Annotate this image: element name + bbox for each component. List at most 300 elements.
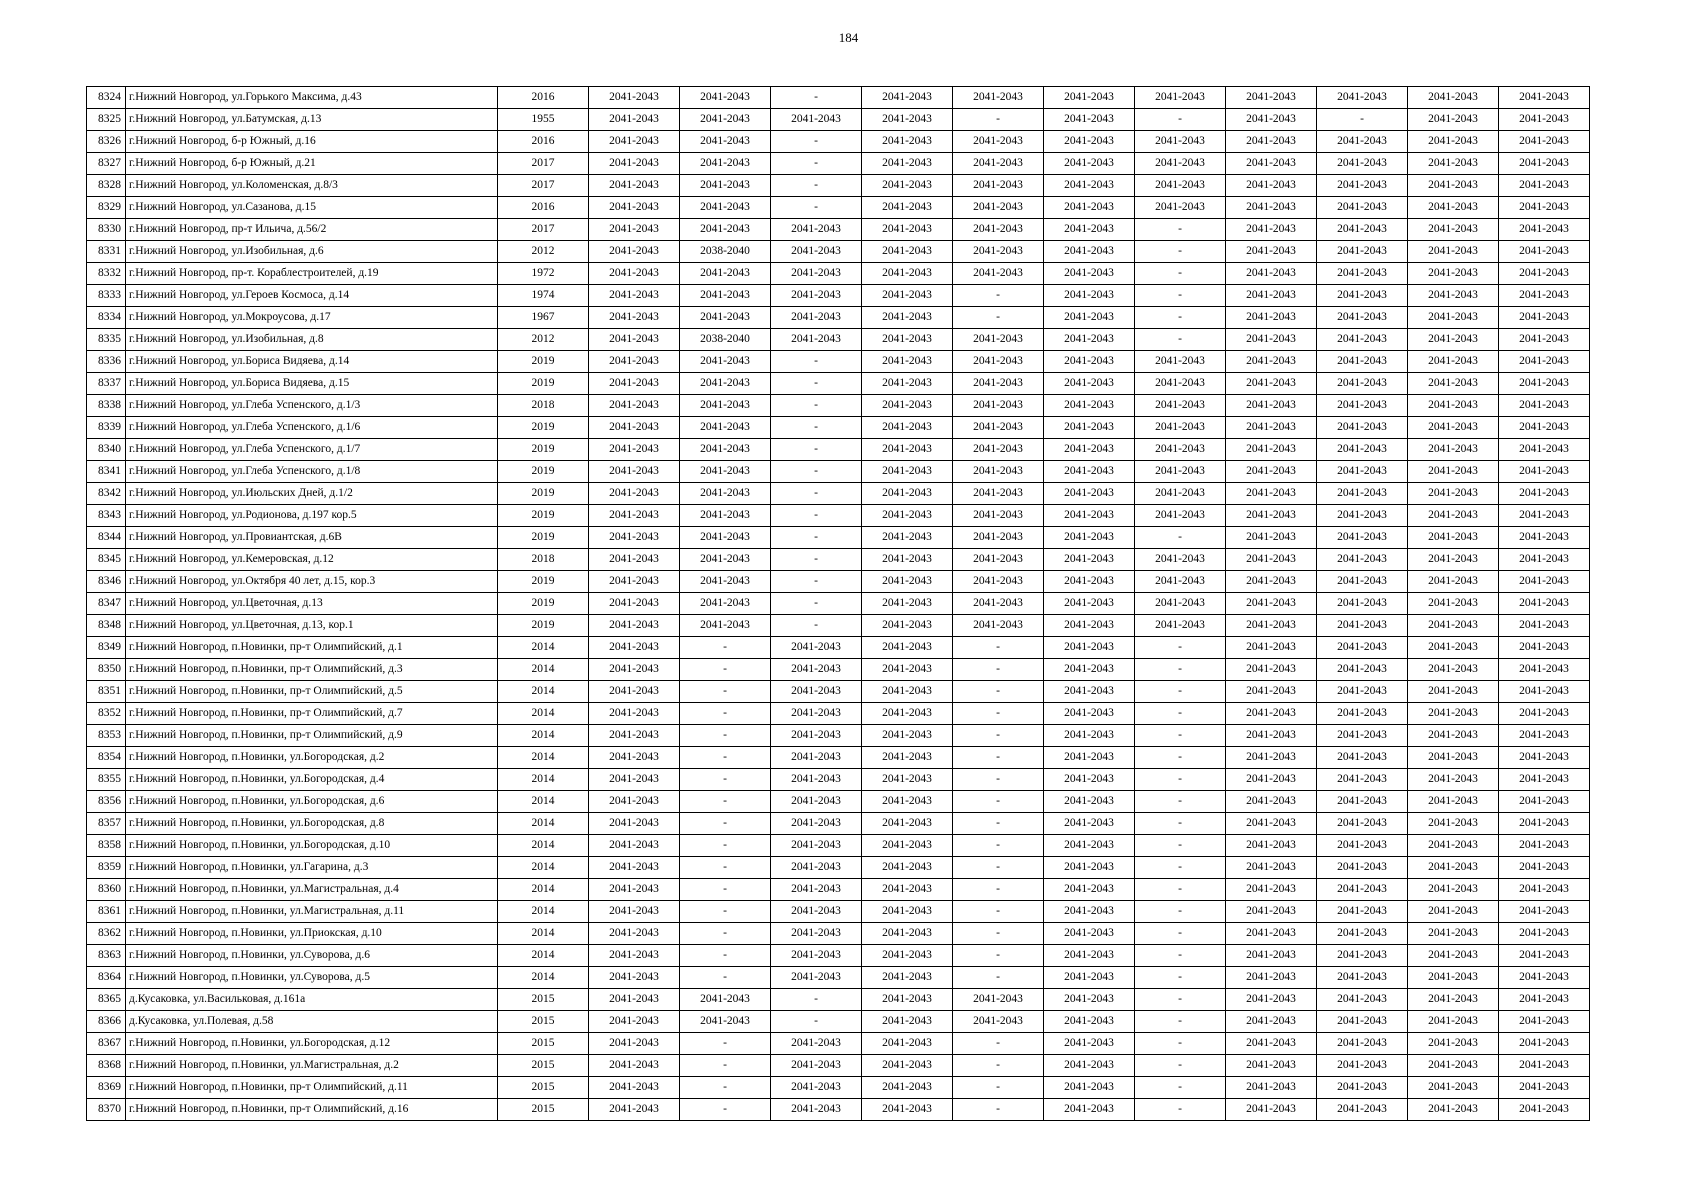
- period-6-cell: 2041-2043: [1044, 241, 1135, 263]
- period-2-cell: 2041-2043: [680, 1011, 771, 1033]
- period-11-cell: 2041-2043: [1499, 593, 1590, 615]
- period-5-cell: -: [953, 307, 1044, 329]
- period-8-cell: 2041-2043: [1226, 659, 1317, 681]
- period-8-cell: 2041-2043: [1226, 505, 1317, 527]
- period-3-cell: -: [771, 505, 862, 527]
- period-9-cell: 2041-2043: [1317, 703, 1408, 725]
- period-6-cell: 2041-2043: [1044, 109, 1135, 131]
- period-9-cell: 2041-2043: [1317, 879, 1408, 901]
- period-9-cell: 2041-2043: [1317, 285, 1408, 307]
- period-5-cell: 2041-2043: [953, 571, 1044, 593]
- period-8-cell: 2041-2043: [1226, 571, 1317, 593]
- period-8-cell: 2041-2043: [1226, 351, 1317, 373]
- period-7-cell: -: [1135, 1099, 1226, 1121]
- row-number-cell: 8355: [87, 769, 126, 791]
- address-cell: г.Нижний Новгород, п.Новинки, ул.Богородская, д.12: [126, 1033, 498, 1055]
- period-5-cell: 2041-2043: [953, 615, 1044, 637]
- period-6-cell: 2041-2043: [1044, 967, 1135, 989]
- period-3-cell: 2041-2043: [771, 879, 862, 901]
- row-number-cell: 8342: [87, 483, 126, 505]
- table-row: [87, 615, 1590, 637]
- period-3-cell: 2041-2043: [771, 747, 862, 769]
- period-2-cell: -: [680, 1033, 771, 1055]
- period-5-cell: 2041-2043: [953, 989, 1044, 1011]
- period-7-cell: -: [1135, 879, 1226, 901]
- period-11-cell: 2041-2043: [1499, 747, 1590, 769]
- period-9-cell: 2041-2043: [1317, 395, 1408, 417]
- period-6-cell: 2041-2043: [1044, 373, 1135, 395]
- row-number-cell: 8359: [87, 857, 126, 879]
- year-built-cell: 2014: [498, 967, 589, 989]
- period-7-cell: 2041-2043: [1135, 461, 1226, 483]
- period-7-cell: 2041-2043: [1135, 197, 1226, 219]
- period-7-cell: -: [1135, 813, 1226, 835]
- period-4-cell: 2041-2043: [862, 945, 953, 967]
- period-6-cell: 2041-2043: [1044, 747, 1135, 769]
- period-6-cell: 2041-2043: [1044, 659, 1135, 681]
- address-cell: г.Нижний Новгород, ул.Мокроусова, д.17: [126, 307, 498, 329]
- row-number-cell: 8361: [87, 901, 126, 923]
- period-11-cell: 2041-2043: [1499, 439, 1590, 461]
- period-11-cell: 2041-2043: [1499, 1011, 1590, 1033]
- address-cell: г.Нижний Новгород, п.Новинки, пр-т Олимпийский, д.16: [126, 1099, 498, 1121]
- period-9-cell: 2041-2043: [1317, 571, 1408, 593]
- year-built-cell: 2015: [498, 1099, 589, 1121]
- period-5-cell: 2041-2043: [953, 527, 1044, 549]
- period-6-cell: 2041-2043: [1044, 1077, 1135, 1099]
- row-number-cell: 8368: [87, 1055, 126, 1077]
- year-built-cell: 2014: [498, 857, 589, 879]
- period-10-cell: 2041-2043: [1408, 1033, 1499, 1055]
- table-row: [87, 989, 1590, 1011]
- year-built-cell: 2019: [498, 439, 589, 461]
- period-11-cell: 2041-2043: [1499, 1055, 1590, 1077]
- row-number-cell: 8332: [87, 263, 126, 285]
- period-9-cell: 2041-2043: [1317, 373, 1408, 395]
- period-9-cell: 2041-2043: [1317, 747, 1408, 769]
- period-6-cell: 2041-2043: [1044, 703, 1135, 725]
- period-5-cell: -: [953, 1099, 1044, 1121]
- period-6-cell: 2041-2043: [1044, 681, 1135, 703]
- period-1-cell: 2041-2043: [589, 307, 680, 329]
- period-1-cell: 2041-2043: [589, 725, 680, 747]
- period-11-cell: 2041-2043: [1499, 703, 1590, 725]
- period-3-cell: -: [771, 549, 862, 571]
- year-built-cell: 2019: [498, 527, 589, 549]
- period-2-cell: 2041-2043: [680, 395, 771, 417]
- period-5-cell: 2041-2043: [953, 131, 1044, 153]
- period-10-cell: 2041-2043: [1408, 593, 1499, 615]
- period-10-cell: 2041-2043: [1408, 901, 1499, 923]
- period-7-cell: 2041-2043: [1135, 87, 1226, 109]
- period-8-cell: 2041-2043: [1226, 549, 1317, 571]
- period-2-cell: -: [680, 769, 771, 791]
- table-row: [87, 967, 1590, 989]
- year-built-cell: 2014: [498, 945, 589, 967]
- period-5-cell: 2041-2043: [953, 263, 1044, 285]
- row-number-cell: 8336: [87, 351, 126, 373]
- period-7-cell: 2041-2043: [1135, 395, 1226, 417]
- period-3-cell: -: [771, 153, 862, 175]
- period-8-cell: 2041-2043: [1226, 439, 1317, 461]
- period-10-cell: 2041-2043: [1408, 549, 1499, 571]
- year-built-cell: 2014: [498, 681, 589, 703]
- period-8-cell: 2041-2043: [1226, 725, 1317, 747]
- year-built-cell: 2019: [498, 615, 589, 637]
- address-cell: г.Нижний Новгород, пр-т. Кораблестроителей, д.19: [126, 263, 498, 285]
- period-3-cell: 2041-2043: [771, 329, 862, 351]
- period-10-cell: 2041-2043: [1408, 857, 1499, 879]
- period-1-cell: 2041-2043: [589, 483, 680, 505]
- address-cell: г.Нижний Новгород, п.Новинки, ул.Магистральная, д.4: [126, 879, 498, 901]
- period-5-cell: 2041-2043: [953, 373, 1044, 395]
- period-4-cell: 2041-2043: [862, 857, 953, 879]
- address-cell: г.Нижний Новгород, ул.Цветочная, д.13: [126, 593, 498, 615]
- period-7-cell: -: [1135, 857, 1226, 879]
- period-3-cell: -: [771, 373, 862, 395]
- period-4-cell: 2041-2043: [862, 329, 953, 351]
- period-10-cell: 2041-2043: [1408, 153, 1499, 175]
- period-4-cell: 2041-2043: [862, 483, 953, 505]
- period-7-cell: -: [1135, 945, 1226, 967]
- period-5-cell: -: [953, 747, 1044, 769]
- period-2-cell: -: [680, 857, 771, 879]
- period-10-cell: 2041-2043: [1408, 351, 1499, 373]
- address-cell: г.Нижний Новгород, п.Новинки, пр-т Олимпийский, д.11: [126, 1077, 498, 1099]
- period-5-cell: 2041-2043: [953, 439, 1044, 461]
- period-6-cell: 2041-2043: [1044, 813, 1135, 835]
- period-8-cell: 2041-2043: [1226, 813, 1317, 835]
- period-8-cell: 2041-2043: [1226, 109, 1317, 131]
- period-2-cell: 2041-2043: [680, 505, 771, 527]
- period-1-cell: 2041-2043: [589, 241, 680, 263]
- table-row: [87, 857, 1590, 879]
- table-row: [87, 439, 1590, 461]
- period-11-cell: 2041-2043: [1499, 483, 1590, 505]
- period-4-cell: 2041-2043: [862, 263, 953, 285]
- table-row: [87, 923, 1590, 945]
- row-number-cell: 8351: [87, 681, 126, 703]
- period-3-cell: -: [771, 615, 862, 637]
- period-8-cell: 2041-2043: [1226, 527, 1317, 549]
- period-3-cell: -: [771, 175, 862, 197]
- period-1-cell: 2041-2043: [589, 197, 680, 219]
- period-2-cell: 2041-2043: [680, 153, 771, 175]
- period-7-cell: 2041-2043: [1135, 351, 1226, 373]
- period-11-cell: 2041-2043: [1499, 131, 1590, 153]
- period-7-cell: -: [1135, 241, 1226, 263]
- period-8-cell: 2041-2043: [1226, 703, 1317, 725]
- address-cell: г.Нижний Новгород, п.Новинки, пр-т Олимпийский, д.5: [126, 681, 498, 703]
- period-1-cell: 2041-2043: [589, 373, 680, 395]
- period-4-cell: 2041-2043: [862, 549, 953, 571]
- period-4-cell: 2041-2043: [862, 241, 953, 263]
- period-3-cell: 2041-2043: [771, 725, 862, 747]
- period-11-cell: 2041-2043: [1499, 373, 1590, 395]
- period-2-cell: -: [680, 747, 771, 769]
- period-9-cell: 2041-2043: [1317, 87, 1408, 109]
- period-7-cell: -: [1135, 989, 1226, 1011]
- table-row: [87, 901, 1590, 923]
- period-8-cell: 2041-2043: [1226, 1033, 1317, 1055]
- period-4-cell: 2041-2043: [862, 197, 953, 219]
- period-7-cell: 2041-2043: [1135, 549, 1226, 571]
- period-5-cell: -: [953, 659, 1044, 681]
- period-3-cell: -: [771, 1011, 862, 1033]
- row-number-cell: 8326: [87, 131, 126, 153]
- period-3-cell: -: [771, 527, 862, 549]
- table-row: [87, 131, 1590, 153]
- row-number-cell: 8348: [87, 615, 126, 637]
- period-6-cell: 2041-2043: [1044, 1011, 1135, 1033]
- row-number-cell: 8329: [87, 197, 126, 219]
- period-2-cell: -: [680, 1077, 771, 1099]
- period-2-cell: -: [680, 681, 771, 703]
- period-1-cell: 2041-2043: [589, 219, 680, 241]
- period-8-cell: 2041-2043: [1226, 1099, 1317, 1121]
- period-9-cell: 2041-2043: [1317, 835, 1408, 857]
- period-2-cell: 2041-2043: [680, 439, 771, 461]
- row-number-cell: 8367: [87, 1033, 126, 1055]
- period-2-cell: 2041-2043: [680, 461, 771, 483]
- period-3-cell: 2041-2043: [771, 285, 862, 307]
- table-row: [87, 307, 1590, 329]
- period-4-cell: 2041-2043: [862, 681, 953, 703]
- period-1-cell: 2041-2043: [589, 1011, 680, 1033]
- year-built-cell: 2014: [498, 791, 589, 813]
- year-built-cell: 2017: [498, 153, 589, 175]
- period-3-cell: 2041-2043: [771, 1033, 862, 1055]
- year-built-cell: 2014: [498, 879, 589, 901]
- row-number-cell: 8353: [87, 725, 126, 747]
- period-1-cell: 2041-2043: [589, 417, 680, 439]
- period-7-cell: -: [1135, 835, 1226, 857]
- period-6-cell: 2041-2043: [1044, 175, 1135, 197]
- period-7-cell: -: [1135, 791, 1226, 813]
- address-cell: г.Нижний Новгород, п.Новинки, пр-т Олимпийский, д.3: [126, 659, 498, 681]
- period-4-cell: 2041-2043: [862, 175, 953, 197]
- year-built-cell: 2018: [498, 549, 589, 571]
- period-1-cell: 2041-2043: [589, 285, 680, 307]
- period-1-cell: 2041-2043: [589, 505, 680, 527]
- period-5-cell: 2041-2043: [953, 351, 1044, 373]
- period-2-cell: -: [680, 901, 771, 923]
- year-built-cell: 2015: [498, 1077, 589, 1099]
- period-9-cell: 2041-2043: [1317, 857, 1408, 879]
- period-4-cell: 2041-2043: [862, 1033, 953, 1055]
- period-1-cell: 2041-2043: [589, 395, 680, 417]
- period-11-cell: 2041-2043: [1499, 109, 1590, 131]
- period-5-cell: 2041-2043: [953, 329, 1044, 351]
- period-2-cell: -: [680, 835, 771, 857]
- period-8-cell: 2041-2043: [1226, 747, 1317, 769]
- period-8-cell: 2041-2043: [1226, 835, 1317, 857]
- period-3-cell: 2041-2043: [771, 835, 862, 857]
- period-9-cell: 2041-2043: [1317, 1011, 1408, 1033]
- period-2-cell: 2041-2043: [680, 483, 771, 505]
- year-built-cell: 1967: [498, 307, 589, 329]
- period-4-cell: 2041-2043: [862, 1077, 953, 1099]
- period-10-cell: 2041-2043: [1408, 989, 1499, 1011]
- period-5-cell: 2041-2043: [953, 87, 1044, 109]
- period-6-cell: 2041-2043: [1044, 307, 1135, 329]
- period-4-cell: 2041-2043: [862, 153, 953, 175]
- period-9-cell: 2041-2043: [1317, 241, 1408, 263]
- year-built-cell: 2016: [498, 87, 589, 109]
- period-7-cell: 2041-2043: [1135, 439, 1226, 461]
- table-row: [87, 1011, 1590, 1033]
- period-11-cell: 2041-2043: [1499, 1033, 1590, 1055]
- period-10-cell: 2041-2043: [1408, 1011, 1499, 1033]
- period-4-cell: 2041-2043: [862, 1011, 953, 1033]
- period-11-cell: 2041-2043: [1499, 263, 1590, 285]
- period-1-cell: 2041-2043: [589, 1077, 680, 1099]
- period-2-cell: -: [680, 703, 771, 725]
- period-4-cell: 2041-2043: [862, 87, 953, 109]
- address-cell: г.Нижний Новгород, ул.Батумская, д.13: [126, 109, 498, 131]
- period-2-cell: 2041-2043: [680, 527, 771, 549]
- period-8-cell: 2041-2043: [1226, 857, 1317, 879]
- period-7-cell: -: [1135, 725, 1226, 747]
- address-cell: г.Нижний Новгород, п.Новинки, ул.Магистральная, д.2: [126, 1055, 498, 1077]
- period-10-cell: 2041-2043: [1408, 87, 1499, 109]
- period-1-cell: 2041-2043: [589, 615, 680, 637]
- period-8-cell: 2041-2043: [1226, 769, 1317, 791]
- period-2-cell: 2041-2043: [680, 285, 771, 307]
- period-10-cell: 2041-2043: [1408, 637, 1499, 659]
- period-8-cell: 2041-2043: [1226, 461, 1317, 483]
- period-6-cell: 2041-2043: [1044, 219, 1135, 241]
- period-4-cell: 2041-2043: [862, 285, 953, 307]
- year-built-cell: 2019: [498, 571, 589, 593]
- address-cell: г.Нижний Новгород, ул.Глеба Успенского, д.1/6: [126, 417, 498, 439]
- period-3-cell: 2041-2043: [771, 967, 862, 989]
- period-6-cell: 2041-2043: [1044, 989, 1135, 1011]
- period-11-cell: 2041-2043: [1499, 175, 1590, 197]
- period-9-cell: 2041-2043: [1317, 901, 1408, 923]
- period-3-cell: 2041-2043: [771, 241, 862, 263]
- year-built-cell: 2016: [498, 197, 589, 219]
- period-11-cell: 2041-2043: [1499, 835, 1590, 857]
- period-1-cell: 2041-2043: [589, 87, 680, 109]
- period-10-cell: 2041-2043: [1408, 109, 1499, 131]
- year-built-cell: 2017: [498, 219, 589, 241]
- address-cell: г.Нижний Новгород, ул.Горького Максима, д.43: [126, 87, 498, 109]
- period-4-cell: 2041-2043: [862, 879, 953, 901]
- period-8-cell: 2041-2043: [1226, 637, 1317, 659]
- year-built-cell: 1974: [498, 285, 589, 307]
- row-number-cell: 8341: [87, 461, 126, 483]
- period-4-cell: 2041-2043: [862, 791, 953, 813]
- period-4-cell: 2041-2043: [862, 373, 953, 395]
- row-number-cell: 8357: [87, 813, 126, 835]
- period-6-cell: 2041-2043: [1044, 549, 1135, 571]
- period-2-cell: 2041-2043: [680, 593, 771, 615]
- row-number-cell: 8346: [87, 571, 126, 593]
- period-4-cell: 2041-2043: [862, 131, 953, 153]
- period-11-cell: 2041-2043: [1499, 1099, 1590, 1121]
- period-1-cell: 2041-2043: [589, 989, 680, 1011]
- period-9-cell: 2041-2043: [1317, 923, 1408, 945]
- year-built-cell: 2019: [498, 483, 589, 505]
- year-built-cell: 2014: [498, 813, 589, 835]
- period-6-cell: 2041-2043: [1044, 879, 1135, 901]
- period-6-cell: 2041-2043: [1044, 571, 1135, 593]
- period-1-cell: 2041-2043: [589, 813, 680, 835]
- period-9-cell: 2041-2043: [1317, 197, 1408, 219]
- period-5-cell: -: [953, 1055, 1044, 1077]
- period-6-cell: 2041-2043: [1044, 835, 1135, 857]
- row-number-cell: 8347: [87, 593, 126, 615]
- period-4-cell: 2041-2043: [862, 1055, 953, 1077]
- period-8-cell: 2041-2043: [1226, 1055, 1317, 1077]
- period-4-cell: 2041-2043: [862, 835, 953, 857]
- period-3-cell: -: [771, 439, 862, 461]
- table-row: [87, 527, 1590, 549]
- table-row: [87, 461, 1590, 483]
- period-7-cell: -: [1135, 769, 1226, 791]
- address-cell: г.Нижний Новгород, ул.Глеба Успенского, д.1/7: [126, 439, 498, 461]
- period-2-cell: 2038-2040: [680, 241, 771, 263]
- address-cell: г.Нижний Новгород, п.Новинки, ул.Богородская, д.8: [126, 813, 498, 835]
- table-row: [87, 329, 1590, 351]
- address-cell: г.Нижний Новгород, п.Новинки, ул.Богородская, д.2: [126, 747, 498, 769]
- table-row: [87, 703, 1590, 725]
- period-2-cell: 2041-2043: [680, 109, 771, 131]
- period-8-cell: 2041-2043: [1226, 1011, 1317, 1033]
- table-row: [87, 813, 1590, 835]
- period-6-cell: 2041-2043: [1044, 637, 1135, 659]
- year-built-cell: 1955: [498, 109, 589, 131]
- period-11-cell: 2041-2043: [1499, 791, 1590, 813]
- address-cell: г.Нижний Новгород, ул.Сазанова, д.15: [126, 197, 498, 219]
- address-cell: г.Нижний Новгород, ул.Коломенская, д.8/3: [126, 175, 498, 197]
- address-cell: д.Кусаковка, ул.Полевая, д.58: [126, 1011, 498, 1033]
- period-11-cell: 2041-2043: [1499, 659, 1590, 681]
- period-5-cell: -: [953, 879, 1044, 901]
- period-9-cell: 2041-2043: [1317, 329, 1408, 351]
- period-10-cell: 2041-2043: [1408, 813, 1499, 835]
- period-1-cell: 2041-2043: [589, 571, 680, 593]
- period-11-cell: 2041-2043: [1499, 923, 1590, 945]
- period-9-cell: 2041-2043: [1317, 681, 1408, 703]
- period-2-cell: 2041-2043: [680, 175, 771, 197]
- period-7-cell: -: [1135, 659, 1226, 681]
- period-4-cell: 2041-2043: [862, 747, 953, 769]
- period-7-cell: 2041-2043: [1135, 417, 1226, 439]
- period-11-cell: 2041-2043: [1499, 989, 1590, 1011]
- period-5-cell: -: [953, 857, 1044, 879]
- address-cell: г.Нижний Новгород, п.Новинки, ул.Богородская, д.6: [126, 791, 498, 813]
- period-10-cell: 2041-2043: [1408, 131, 1499, 153]
- table-row: [87, 241, 1590, 263]
- period-6-cell: 2041-2043: [1044, 615, 1135, 637]
- period-4-cell: 2041-2043: [862, 989, 953, 1011]
- period-5-cell: -: [953, 285, 1044, 307]
- address-cell: г.Нижний Новгород, ул.Июльских Дней, д.1/2: [126, 483, 498, 505]
- period-9-cell: 2041-2043: [1317, 615, 1408, 637]
- period-1-cell: 2041-2043: [589, 153, 680, 175]
- table-row: [87, 175, 1590, 197]
- period-9-cell: 2041-2043: [1317, 439, 1408, 461]
- row-number-cell: 8337: [87, 373, 126, 395]
- address-cell: г.Нижний Новгород, п.Новинки, ул.Гагарина, д.3: [126, 857, 498, 879]
- year-built-cell: 2014: [498, 703, 589, 725]
- year-built-cell: 2017: [498, 175, 589, 197]
- period-9-cell: 2041-2043: [1317, 725, 1408, 747]
- period-5-cell: -: [953, 681, 1044, 703]
- period-10-cell: 2041-2043: [1408, 263, 1499, 285]
